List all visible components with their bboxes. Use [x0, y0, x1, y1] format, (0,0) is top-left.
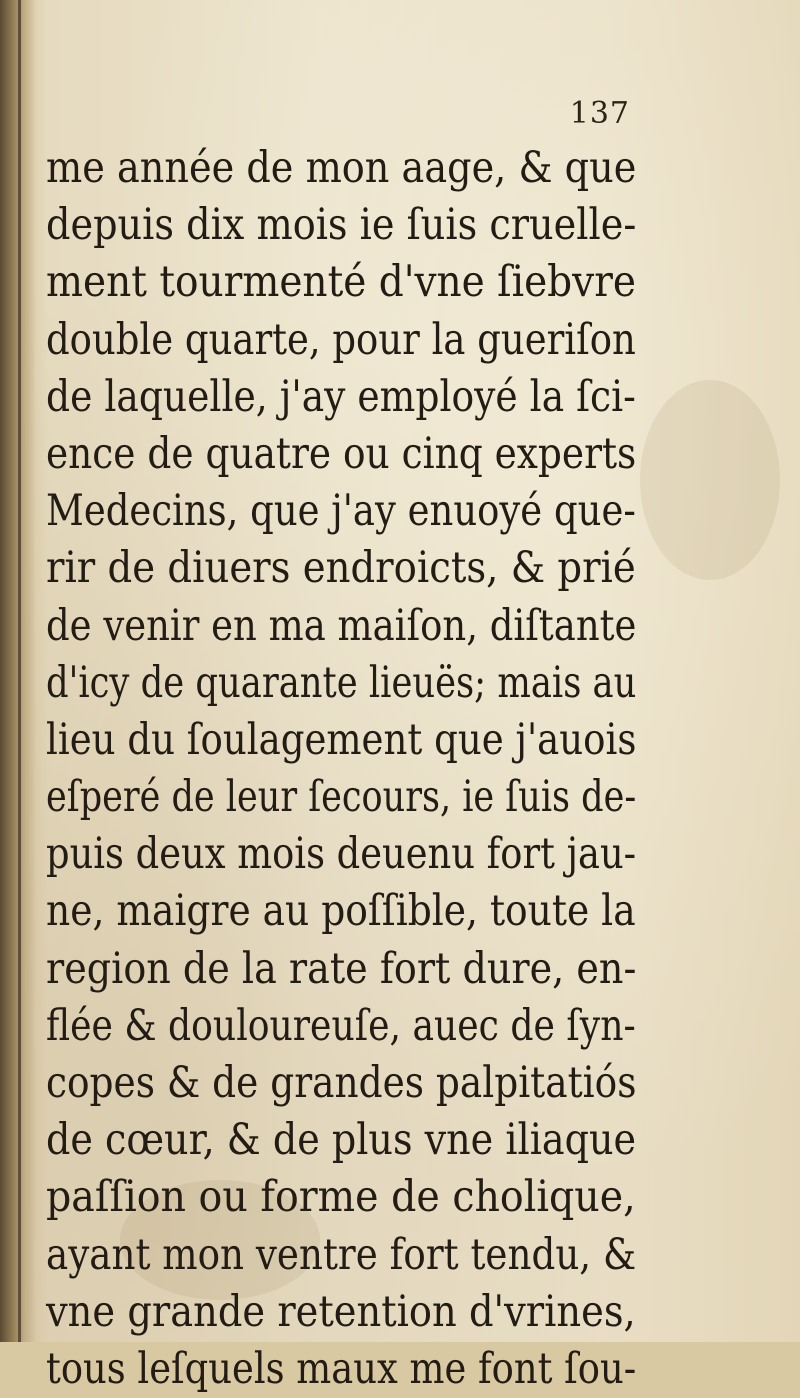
- text-line: rir de diuers endroicts, & prié: [46, 543, 636, 594]
- text-line: me année de mon aage, & que: [46, 143, 637, 193]
- text-line: tous leſquels maux me font ſou-: [46, 1343, 637, 1394]
- text-line: vne grande retention d'vrines,: [46, 1286, 636, 1337]
- spine-shadow-line: [18, 0, 21, 1342]
- page-number: 137: [569, 96, 630, 131]
- text-line: lieu du ſoulagement que j'auois: [46, 714, 637, 765]
- text-line: copes & de grandes palpitatiós: [46, 1058, 637, 1108]
- text-line: region de la rate fort dure, en-: [46, 943, 637, 994]
- text-line: d'icy de quarante lieuës; mais au: [46, 657, 637, 708]
- text-line: flée & douloureuſe, auec de ſyn-: [46, 1000, 636, 1051]
- text-line: paſſion ou forme de cholique,: [46, 1172, 636, 1223]
- text-line: depuis dix mois ie ſuis cruelle-: [46, 200, 637, 251]
- body-text: [46, 140, 636, 1398]
- text-line: de cœur, & de plus vne iliaque: [46, 1115, 637, 1166]
- paper-stain: [640, 380, 780, 580]
- text-line: de venir en ma maiſon, diſtante: [46, 600, 637, 651]
- text-line: puis deux mois deuenu fort jau-: [46, 829, 637, 880]
- text-line: ne, maigre au poſſible, toute la: [46, 886, 636, 937]
- text-line: ment tourmenté d'vne ſiebvre: [46, 257, 636, 308]
- text-line: ayant mon ventre fort tendu, &: [46, 1229, 637, 1280]
- text-line: de laquelle, j'ay employé la ſci-: [46, 371, 636, 422]
- text-line: ence de quatre ou cinq experts: [46, 428, 637, 479]
- text-line: Medecins, que j'ay enuoyé que-: [46, 486, 636, 537]
- text-line: eſperé de leur ſecours, ie ſuis de-: [46, 772, 637, 823]
- text-line: double quarte, pour la gueriſon: [46, 314, 636, 365]
